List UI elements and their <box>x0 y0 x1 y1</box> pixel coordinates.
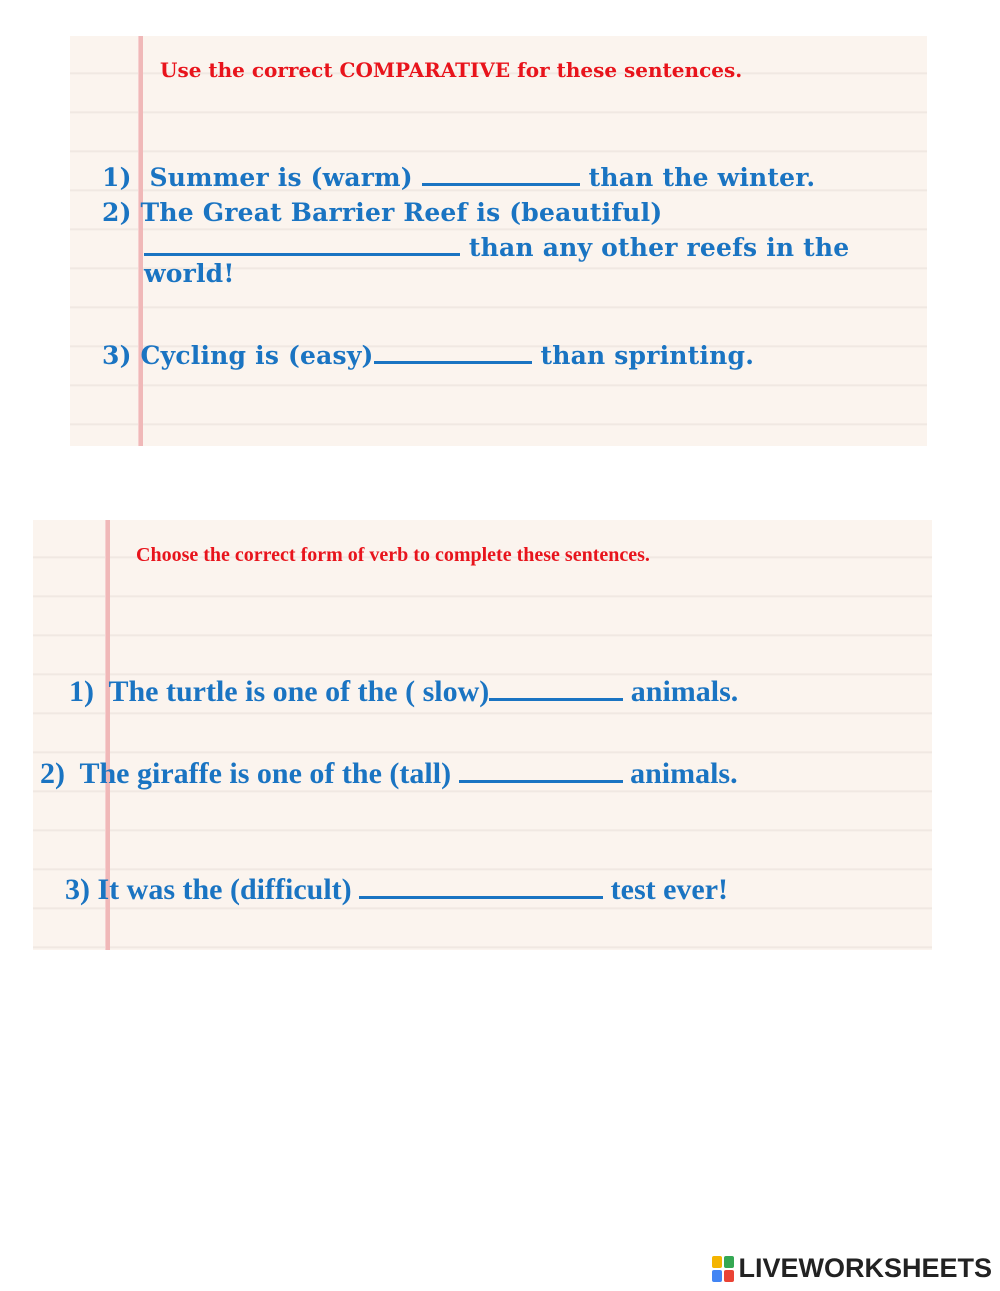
sentence-end: animals. <box>630 675 739 708</box>
sentence-end-line-3: world! <box>144 259 235 288</box>
superlative-sentence-3 <box>65 866 728 907</box>
comparative-sentence-1 <box>102 158 815 192</box>
item-number: 2) <box>40 757 65 790</box>
sentence-end: than the winter. <box>588 163 816 192</box>
sentence-end: animals. <box>630 757 738 790</box>
logo-square-1 <box>712 1256 722 1268</box>
comparative-sentence-2-line-3 <box>144 259 235 288</box>
sentence-end: than any other reefs in the <box>468 233 850 262</box>
superlative-instruction: Choose the correct form of verb to complete these sentences. <box>136 544 650 566</box>
logo-square-4 <box>724 1270 734 1282</box>
answer-blank-2[interactable] <box>144 228 460 256</box>
comparative-instruction: Use the correct COMPARATIVE for these sentences. <box>160 58 743 82</box>
logo-square-2 <box>724 1256 734 1268</box>
superlative-sentence-1 <box>69 668 738 709</box>
answer-blank-6[interactable] <box>359 866 603 899</box>
liveworksheets-logo-icon <box>712 1256 734 1282</box>
item-number: 3) <box>102 341 132 370</box>
paper-margin-line <box>138 36 143 446</box>
sentence-start: The Great Barrier Reef is (beautiful) <box>140 198 663 227</box>
liveworksheets-logo <box>712 1253 992 1284</box>
comparative-sentence-2 <box>102 198 662 227</box>
superlative-exercise-card <box>33 520 932 950</box>
sentence-start: Cycling is (easy) <box>140 341 374 370</box>
logo-square-3 <box>712 1270 722 1282</box>
sentence-end: than sprinting. <box>540 341 755 370</box>
sentence-start: It was the (difficult) <box>97 873 352 906</box>
answer-blank-3[interactable] <box>374 336 532 364</box>
logo-text: LIVEWORKSHEETS <box>738 1253 992 1283</box>
sentence-end: test ever! <box>610 873 729 906</box>
comparative-sentence-2-line-2 <box>144 228 849 262</box>
item-number: 2) <box>102 198 132 227</box>
superlative-sentence-2 <box>40 750 738 791</box>
item-number: 1) <box>102 163 132 192</box>
comparative-sentence-3 <box>102 336 754 370</box>
answer-blank-1[interactable] <box>422 158 580 186</box>
comparative-exercise-card <box>70 36 927 446</box>
answer-blank-4[interactable] <box>489 668 623 701</box>
sentence-start: The turtle is one of the ( slow) <box>108 675 490 708</box>
answer-blank-5[interactable] <box>459 750 623 783</box>
sentence-start: The giraffe is one of the (tall) <box>79 757 452 790</box>
item-number: 3) <box>65 873 90 906</box>
item-number: 1) <box>69 675 94 708</box>
sentence-start: Summer is (warm) <box>149 163 413 192</box>
